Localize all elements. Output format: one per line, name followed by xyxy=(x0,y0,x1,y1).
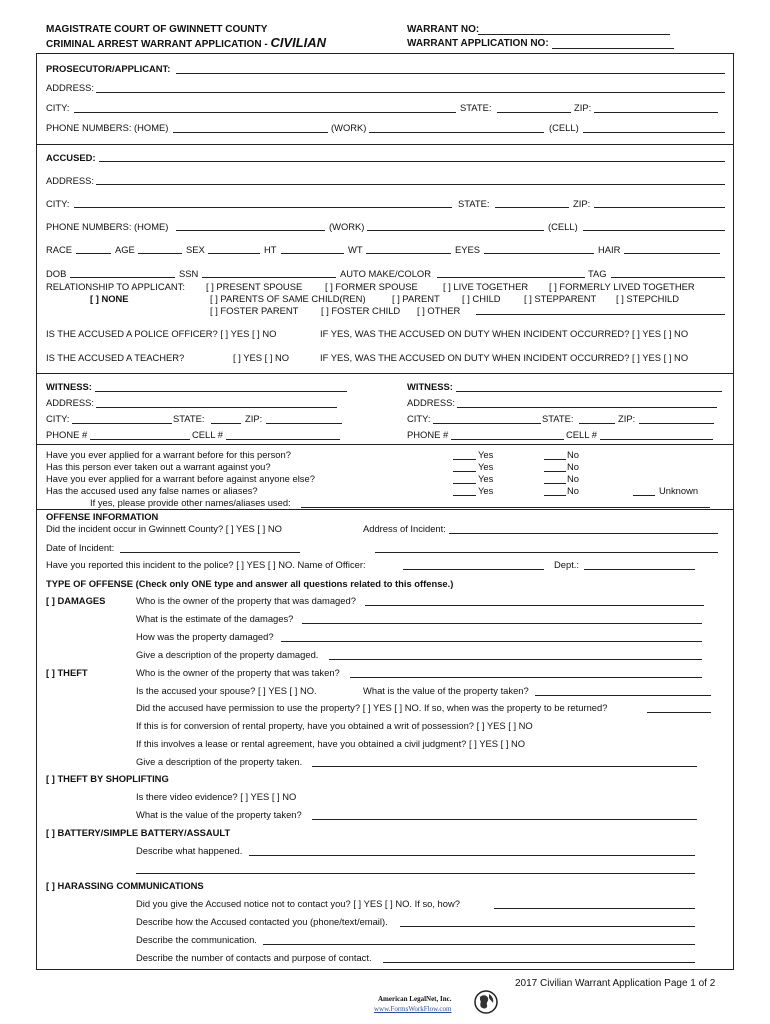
witness2-address-label: ADDRESS: xyxy=(407,397,455,408)
theft-q3-field[interactable] xyxy=(647,712,711,713)
dmg-q1-field[interactable] xyxy=(365,605,704,606)
witness1-name-field[interactable] xyxy=(95,391,347,392)
type-of-offense-title: TYPE OF OFFENSE (Check only ONE type and answer all questions related to this offense.) xyxy=(46,578,454,589)
dmg-q2: What is the estimate of the damages? xyxy=(136,613,294,624)
police-officer-question[interactable]: IS THE ACCUSED A POLICE OFFICER? [ ] YES [ ] NO xyxy=(46,328,277,339)
witness1-address-label: ADDRESS: xyxy=(46,397,94,408)
date-incident-field[interactable] xyxy=(120,552,300,553)
history-q5: If yes, please provide other names/aliases used: xyxy=(90,497,291,508)
q3-yes-blank[interactable] xyxy=(453,483,476,484)
history-q1: Have you ever applied for a warrant before for this person? xyxy=(46,449,291,460)
prosecutor-cell-field[interactable] xyxy=(583,132,725,133)
damages-checkbox[interactable]: [ ] DAMAGES xyxy=(46,595,106,606)
dept-label: Dept.: xyxy=(554,559,580,570)
american-legalnet-logo[interactable] xyxy=(370,988,500,1020)
theft-q5[interactable]: If this involves a lease or rental agreement, have you obtained a civil judgment? [ ] YES [ ] NO xyxy=(136,738,526,749)
rel-parent-checkbox[interactable]: [ ] PARENT xyxy=(392,293,440,304)
theft-q2b: What is the value of the property taken? xyxy=(363,685,529,696)
witness1-address-field[interactable] xyxy=(96,407,337,408)
logo-url[interactable]: www.FormsWorkFlow.com xyxy=(374,1005,452,1013)
dept-field[interactable] xyxy=(584,569,695,570)
rel-formerly-lived-checkbox[interactable]: [ ] FORMERLY LIVED TOGETHER xyxy=(549,281,695,292)
eyes-field[interactable] xyxy=(484,253,594,254)
har-q3: Describe the communication. xyxy=(136,934,257,945)
accused-address-field[interactable] xyxy=(96,184,725,185)
q4-yes-label: Yes xyxy=(478,485,494,496)
witness2-phone-field[interactable] xyxy=(451,439,564,440)
witness2-city-label: CITY: xyxy=(407,413,431,424)
warrant-app-no-field[interactable] xyxy=(552,48,674,49)
har-q2-field[interactable] xyxy=(400,926,695,927)
prosecutor-name-field[interactable] xyxy=(176,73,725,74)
accused-address-label: ADDRESS: xyxy=(46,175,94,186)
q2-no-blank[interactable] xyxy=(544,471,566,472)
ht-label: HT xyxy=(264,244,277,255)
q4-yes-blank[interactable] xyxy=(453,495,476,496)
form-title-text: CRIMINAL ARREST WARRANT APPLICATION - xyxy=(46,39,268,50)
warrant-app-no-label: WARRANT APPLICATION NO: xyxy=(407,38,549,49)
logo-name: American LegalNet, Inc. xyxy=(378,995,452,1003)
teacher-yes-no[interactable]: [ ] YES [ ] NO xyxy=(233,352,290,363)
witness2-title: WITNESS: xyxy=(407,381,453,392)
hair-label: HAIR xyxy=(598,244,621,255)
tag-label: TAG xyxy=(588,268,607,279)
globe-icon xyxy=(474,989,498,1015)
harassing-checkbox[interactable]: [ ] HARASSING COMMUNICATIONS xyxy=(46,880,204,891)
offense-title: OFFENSE INFORMATION xyxy=(46,511,159,522)
shop-q2: What is the value of the property taken? xyxy=(136,809,302,820)
accused-phone-home-field[interactable] xyxy=(176,230,325,231)
rel-present-spouse-checkbox[interactable]: [ ] PRESENT SPOUSE xyxy=(206,281,303,292)
har-q1[interactable]: Did you give the Accused notice not to contact you? [ ] YES [ ] NO. If so, how? xyxy=(136,898,460,909)
dmg-q3: How was the property damaged? xyxy=(136,631,274,642)
form-type: CIVILIAN xyxy=(270,35,327,50)
dob-label: DOB xyxy=(46,268,67,279)
battery-checkbox[interactable]: [ ] BATTERY/SIMPLE BATTERY/ASSAULT xyxy=(46,827,231,838)
wt-field[interactable] xyxy=(366,253,451,254)
rel-foster-parent-checkbox[interactable]: [ ] FOSTER PARENT xyxy=(210,305,299,316)
prosecutor-state-label: STATE: xyxy=(460,102,492,113)
accused-city-label: CITY: xyxy=(46,198,70,209)
shop-q1[interactable]: Is there video evidence? [ ] YES [ ] NO xyxy=(136,791,297,802)
witness2-zip-field[interactable] xyxy=(639,423,714,424)
witness1-city-field[interactable] xyxy=(72,423,172,424)
address-incident-field[interactable] xyxy=(449,533,718,534)
q2-yes-blank[interactable] xyxy=(453,471,476,472)
shop-q2-field[interactable] xyxy=(312,819,697,820)
accused-work-field[interactable] xyxy=(367,230,544,231)
race-label: RACE xyxy=(46,244,73,255)
accused-name-field[interactable] xyxy=(99,161,725,162)
history-q2: Has this person ever taken out a warrant against you? xyxy=(46,461,271,472)
rel-foster-child-checkbox[interactable]: [ ] FOSTER CHILD xyxy=(321,305,401,316)
sex-label: SEX xyxy=(186,244,205,255)
theft-q1-field[interactable] xyxy=(350,677,702,678)
witness1-state-field[interactable] xyxy=(211,423,241,424)
theft-q2[interactable]: Is the accused your spouse? [ ] YES [ ] NO. xyxy=(136,685,317,696)
q3-no-label: No xyxy=(567,473,579,484)
divider xyxy=(36,373,734,374)
teacher-question: IS THE ACCUSED A TEACHER? xyxy=(46,352,185,363)
witness2-state-label: STATE: xyxy=(542,413,574,424)
witness2-zip-label: ZIP: xyxy=(618,413,636,424)
theft-q6: Give a description of the property taken. xyxy=(136,756,303,767)
q3-no-blank[interactable] xyxy=(544,483,566,484)
officer-name-field[interactable] xyxy=(403,569,544,570)
wt-label: WT xyxy=(348,244,363,255)
theft-q2b-field[interactable] xyxy=(535,695,711,696)
q1-no-blank[interactable] xyxy=(544,459,566,460)
dmg-q4-field[interactable] xyxy=(329,659,702,660)
warrant-no-label: WARRANT NO: xyxy=(407,24,480,35)
ssn-field[interactable] xyxy=(202,277,336,278)
theft-q4[interactable]: If this is for conversion of rental property, have you obtained a writ of possession? [ ] YES [ ] NO xyxy=(136,720,533,731)
witness1-zip-label: ZIP: xyxy=(245,413,263,424)
q1-no-label: No xyxy=(567,449,579,460)
rel-parents-same-child-checkbox[interactable]: [ ] PARENTS OF SAME CHILD(REN) xyxy=(210,293,366,304)
theft-q1: Who is the owner of the property that was taken? xyxy=(136,667,340,678)
age-label: AGE xyxy=(115,244,135,255)
reported-question[interactable]: Have you reported this incident to the police? [ ] YES [ ] NO. Name of Officer: xyxy=(46,559,366,570)
auto-field[interactable] xyxy=(437,277,585,278)
witness1-phone-field[interactable] xyxy=(90,439,190,440)
divider xyxy=(36,144,734,145)
accused-work-label: (WORK) xyxy=(329,221,365,232)
rel-other-field[interactable] xyxy=(476,314,725,315)
witness1-phone-label: PHONE # xyxy=(46,429,88,440)
accused-phone-home-label: PHONE NUMBERS: (HOME) xyxy=(46,221,169,232)
q4-no-label: No xyxy=(567,485,579,496)
shoplifting-checkbox[interactable]: [ ] THEFT BY SHOPLIFTING xyxy=(46,773,169,784)
address-incident-label: Address of Incident: xyxy=(363,523,446,534)
witness2-state-field[interactable] xyxy=(579,423,615,424)
accused-zip-field[interactable] xyxy=(594,207,725,208)
accused-cell-field[interactable] xyxy=(583,230,725,231)
dmg-q3-field[interactable] xyxy=(281,641,702,642)
age-field[interactable] xyxy=(138,253,182,254)
dmg-q1: Who is the owner of the property that was damaged? xyxy=(136,595,356,606)
prosecutor-state-field[interactable] xyxy=(497,112,571,113)
prosecutor-work-label: (WORK) xyxy=(331,122,367,133)
race-field[interactable] xyxy=(76,253,111,254)
accused-city-field[interactable] xyxy=(74,207,452,208)
date-incident-label: Date of Incident: xyxy=(46,542,115,553)
teacher-duty-question[interactable]: IF YES, WAS THE ACCUSED ON DUTY WHEN INCIDENT OCCURRED? [ ] YES [ ] NO xyxy=(320,352,689,363)
witness1-title: WITNESS: xyxy=(46,381,92,392)
warrant-no-field[interactable] xyxy=(478,34,670,35)
prosecutor-city-label: CITY: xyxy=(46,102,70,113)
dmg-q4: Give a description of the property damaged. xyxy=(136,649,319,660)
divider xyxy=(36,509,734,510)
police-duty-question[interactable]: IF YES, WAS THE ACCUSED ON DUTY WHEN INCIDENT OCCURRED? [ ] YES [ ] NO xyxy=(320,328,689,339)
prosecutor-title: PROSECUTOR/APPLICANT: xyxy=(46,63,171,74)
accused-cell-label: (CELL) xyxy=(548,221,578,232)
witness2-cell-field[interactable] xyxy=(600,439,713,440)
har-q4-field[interactable] xyxy=(383,962,695,963)
dob-field[interactable] xyxy=(70,277,175,278)
q1-yes-blank[interactable] xyxy=(453,459,476,460)
accused-state-label: STATE: xyxy=(458,198,490,209)
theft-checkbox[interactable]: [ ] THEFT xyxy=(46,667,88,678)
aliases-field[interactable] xyxy=(301,507,710,508)
q4-unknown-label: Unknown xyxy=(659,485,699,496)
har-q1-field[interactable] xyxy=(494,908,695,909)
rel-former-spouse-checkbox[interactable]: [ ] FORMER SPOUSE xyxy=(325,281,418,292)
accused-zip-label: ZIP: xyxy=(573,198,591,209)
prosecutor-zip-field[interactable] xyxy=(594,112,718,113)
har-q4: Describe the number of contacts and purpose of contact. xyxy=(136,952,372,963)
rel-other-checkbox[interactable]: [ ] OTHER xyxy=(417,305,461,316)
gwinnett-question[interactable]: Did the incident occur in Gwinnett County? [ ] YES [ ] NO xyxy=(46,523,282,534)
rel-live-together-checkbox[interactable]: [ ] LIVE TOGETHER xyxy=(443,281,529,292)
ht-field[interactable] xyxy=(281,253,344,254)
form-title xyxy=(46,37,326,50)
prosecutor-work-field[interactable] xyxy=(369,132,544,133)
history-q3: Have you ever applied for a warrant before against anyone else? xyxy=(46,473,315,484)
ssn-label: SSN xyxy=(179,268,199,279)
date-incident-extra-field[interactable] xyxy=(375,552,718,553)
court-name: MAGISTRATE COURT OF GWINNETT COUNTY xyxy=(46,24,268,35)
dmg-q2-field[interactable] xyxy=(302,623,702,624)
witness2-address-field[interactable] xyxy=(457,407,717,408)
witness1-zip-field[interactable] xyxy=(266,423,342,424)
witness2-phone-label: PHONE # xyxy=(407,429,449,440)
accused-title: ACCUSED: xyxy=(46,152,96,163)
q3-yes-label: Yes xyxy=(478,473,494,484)
prosecutor-phone-home-label: PHONE NUMBERS: (HOME) xyxy=(46,122,169,133)
prosecutor-zip-label: ZIP: xyxy=(574,102,592,113)
witness2-city-field[interactable] xyxy=(433,423,541,424)
prosecutor-address-field[interactable] xyxy=(96,92,725,93)
divider xyxy=(36,444,734,445)
bat-q1-field[interactable] xyxy=(249,855,695,856)
prosecutor-cell-label: (CELL) xyxy=(549,122,579,133)
har-q2: Describe how the Accused contacted you (phone/text/email). xyxy=(136,916,388,927)
auto-label: AUTO MAKE/COLOR xyxy=(340,268,431,279)
bat-q1: Describe what happened. xyxy=(136,845,243,856)
theft-q6-field[interactable] xyxy=(312,766,697,767)
history-q4: Has the accused used any false names or aliases? xyxy=(46,485,258,496)
accused-state-field[interactable] xyxy=(495,207,569,208)
theft-q3[interactable]: Did the accused have permission to use the property? [ ] YES [ ] NO. If so, when was the property to be returned? xyxy=(136,702,608,713)
witness1-city-label: CITY: xyxy=(46,413,70,424)
witness2-cell-label: CELL # xyxy=(566,429,597,440)
har-q3-field[interactable] xyxy=(263,944,695,945)
q2-yes-label: Yes xyxy=(478,461,494,472)
q1-yes-label: Yes xyxy=(478,449,494,460)
prosecutor-phone-home-field[interactable] xyxy=(173,132,328,133)
rel-child-checkbox[interactable]: [ ] CHILD xyxy=(462,293,501,304)
bat-q1-field-2[interactable] xyxy=(136,873,695,874)
eyes-label: EYES xyxy=(455,244,481,255)
sex-field[interactable] xyxy=(208,253,260,254)
hair-field[interactable] xyxy=(624,253,720,254)
q4-unknown-blank[interactable] xyxy=(633,495,655,496)
prosecutor-city-field[interactable] xyxy=(74,112,456,113)
witness1-cell-field[interactable] xyxy=(226,439,340,440)
rel-stepparent-checkbox[interactable]: [ ] STEPPARENT xyxy=(524,293,597,304)
q2-no-label: No xyxy=(567,461,579,472)
witness1-state-label: STATE: xyxy=(173,413,205,424)
rel-stepchild-checkbox[interactable]: [ ] STEPCHILD xyxy=(616,293,680,304)
witness1-cell-label: CELL # xyxy=(192,429,223,440)
tag-field[interactable] xyxy=(611,277,725,278)
relationship-label: RELATIONSHIP TO APPLICANT: xyxy=(46,281,185,292)
witness2-name-field[interactable] xyxy=(456,391,722,392)
prosecutor-address-label: ADDRESS: xyxy=(46,82,94,93)
page-footer: 2017 Civilian Warrant Application Page 1 of 2 xyxy=(515,978,716,989)
q4-no-blank[interactable] xyxy=(544,495,566,496)
rel-none-checkbox[interactable]: [ ] NONE xyxy=(90,293,129,304)
